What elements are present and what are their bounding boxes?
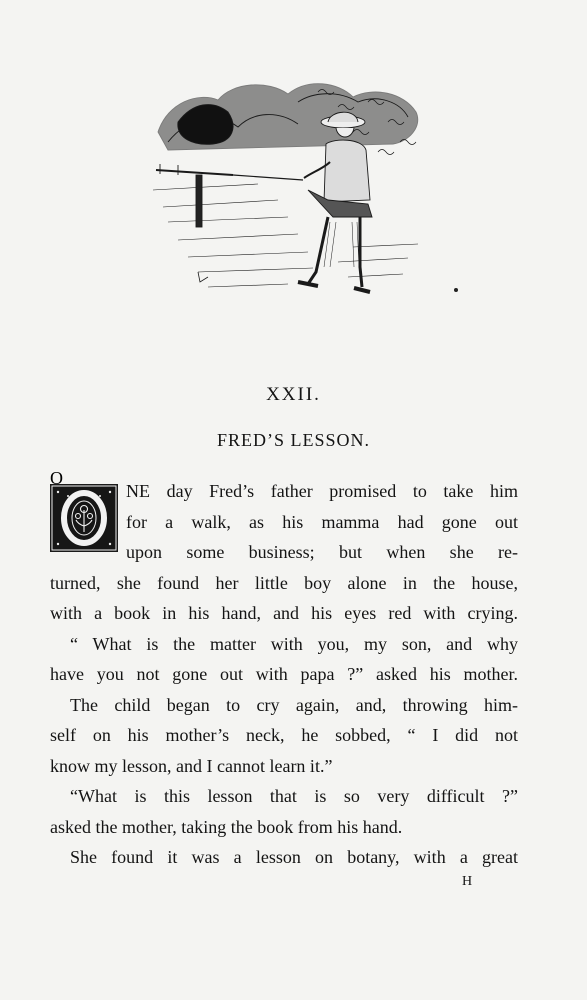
- svg-text:O: O: [50, 468, 63, 488]
- signature-mark: H: [462, 874, 474, 889]
- text-line: with a book in his hand, and his eyes red with crying.: [50, 603, 518, 623]
- text-line: for a walk, as his mamma had gone out: [126, 511, 518, 532]
- text-line: know my lesson, and I cannot learn it.”: [50, 755, 333, 776]
- chapter-number: XXII.: [266, 384, 321, 405]
- text-line: The child began to cry again, and, throwing him-: [70, 694, 518, 715]
- ornamental-o-icon: [50, 468, 118, 552]
- paragraph: [50, 842, 518, 873]
- chapter-body: [50, 468, 518, 873]
- chapter-title: FRED’S LESSON.: [216, 430, 371, 450]
- text-line: NE day Fred’s father promised to take him: [126, 481, 518, 501]
- paragraph: [50, 629, 518, 690]
- paragraph: [50, 781, 518, 842]
- text-line: self on his mother’s neck, he sobbed, “ I did not: [50, 725, 518, 745]
- drop-cap-o: [50, 468, 118, 552]
- paragraph: [50, 468, 518, 629]
- text-line: She found it was a lesson on botany, with a great: [70, 847, 518, 867]
- paragraph: [50, 690, 518, 782]
- text-line: have you not gone out with papa ?” asked his mother.: [50, 664, 518, 684]
- text-line: upon some business; but when she re-: [126, 542, 518, 562]
- text-line: “What is this lesson that is so very difficult ?”: [70, 786, 518, 806]
- ink-speck: [454, 288, 458, 292]
- text-line: “ What is the matter with you, my son, and why: [70, 633, 518, 654]
- engraving-illustration: [138, 72, 428, 304]
- text-line: turned, she found her little boy alone in the house,: [50, 572, 518, 593]
- text-line: asked the mother, taking the book from his hand.: [50, 816, 403, 837]
